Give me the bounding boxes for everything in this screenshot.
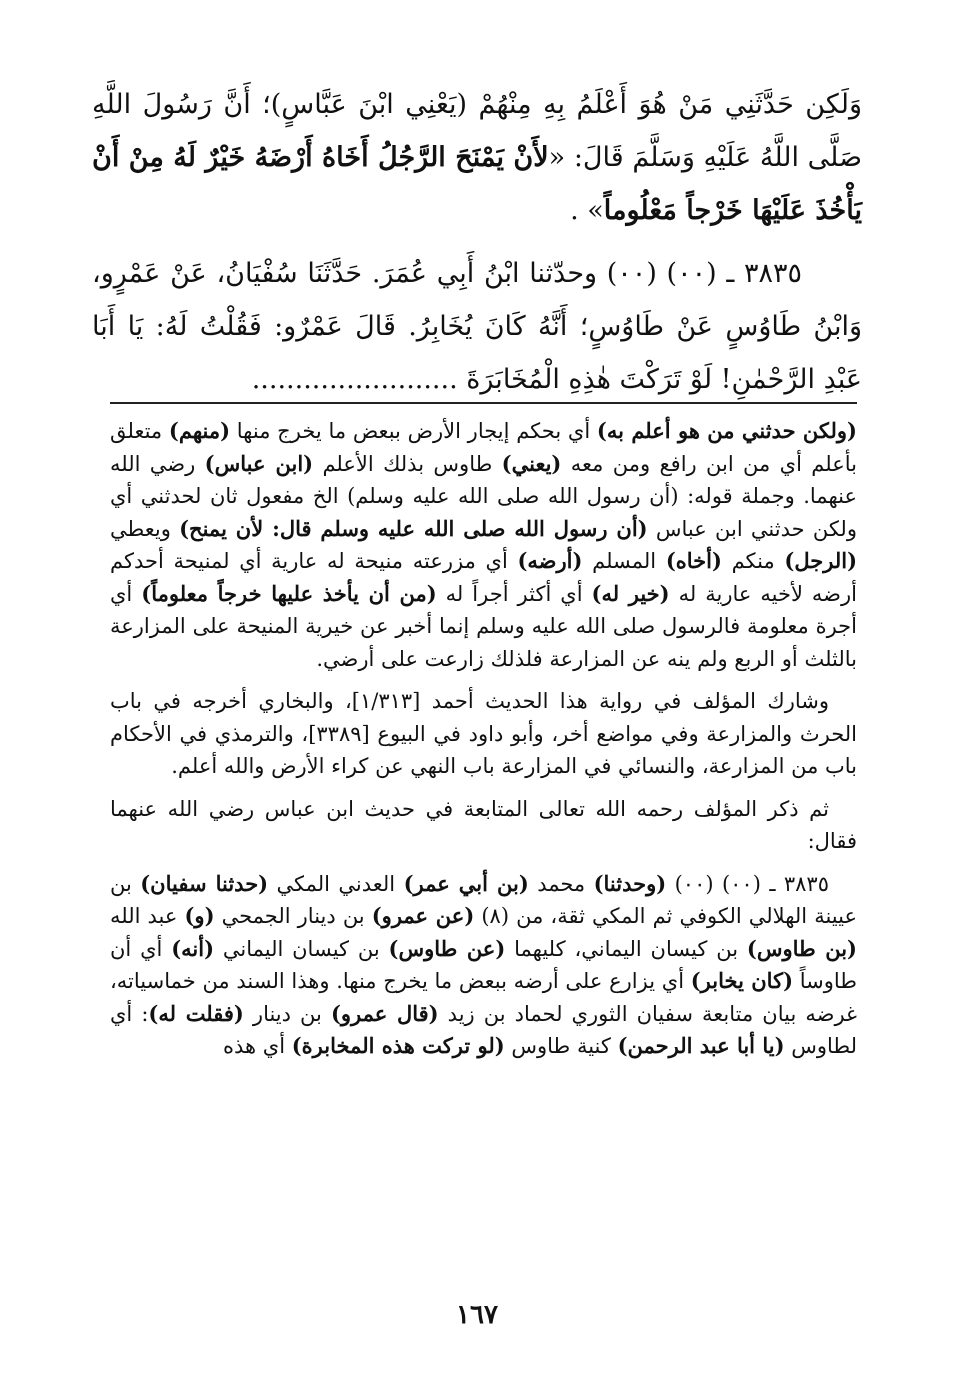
- commentary-text: محمد: [528, 871, 594, 896]
- commentary-block: [110, 415, 857, 1073]
- commentary-quoted-term: (قال عمرو): [330, 1000, 439, 1026]
- commentary-text: أي مزرعته منيحة له عارية أي لمنيحة أحدكم أرضه لأخيه عارية له: [110, 549, 857, 606]
- commentary-text: منكم: [721, 549, 785, 573]
- commentary-text: رضي الله عنهما. وجملة قوله: (أن رسول الله صلى الله عليه وسلم) الخ مفعول ثان لحدثني أي ولكن حدثني ابن عباس: [110, 451, 857, 541]
- hadith-closing-quote: » .: [570, 195, 604, 226]
- commentary-text: : أي لطاوس: [110, 1001, 857, 1058]
- commentary-text: ٣٨٣٥ ـ (٠٠) (٠٠): [666, 871, 829, 896]
- commentary-quoted-term: (أخاه): [665, 548, 722, 573]
- commentary-quoted-term: (يعني): [501, 450, 562, 476]
- commentary-text: المسلم: [582, 549, 666, 573]
- commentary-quoted-term: (يا أبا عبد الرحمن): [617, 1033, 785, 1058]
- commentary-text: كنية طاوس: [504, 1034, 618, 1058]
- commentary-quoted-term: (من أن يأخذ عليها خرجاً معلوماً): [141, 580, 437, 606]
- commentary-text: بن دينار: [243, 1001, 331, 1026]
- footnote-divider: [110, 402, 857, 404]
- commentary-quoted-term: (عن طاوس): [388, 935, 506, 961]
- commentary-quoted-term: (عن عمرو): [371, 903, 475, 928]
- commentary-paragraph-2: وشارك المؤلف في رواية هذا الحديث أحمد [١/٣١٣]، والبخاري أخرجه في باب الحرث والمزارعة وفي مواضع أخر، وأبو داود في البيوع [٣٣٨٩]، والترمذي في الأحكام باب من المزارعة، والنسائي في المزارعة باب النهي عن كراء الأرض والله أعلم.: [110, 689, 857, 778]
- commentary-paragraph-4: [110, 868, 857, 1063]
- commentary-text: أي يزارع على أرضه ببعض ما يخرج منها. وهذا السند من خماسياته، غرضه بيان متابعة سفيان الثوري لحماد بن زيد: [110, 969, 858, 1026]
- commentary-text: بن عيينة الهلالي الكوفي ثم المكي ثقة، من (٨): [110, 871, 857, 928]
- commentary-quoted-term: (منهم): [168, 418, 231, 443]
- hadith-text-block: [92, 78, 862, 406]
- commentary-text: طاوس بذلك الأعلم: [313, 451, 502, 476]
- commentary-paragraph-1: [110, 415, 857, 675]
- page-number: ١٦٧: [456, 1300, 498, 1330]
- commentary-quoted-term: (بن أبي عمر): [403, 870, 529, 896]
- hadith-narration-intro: وَلَكِن حَدَّثَنِي مَنْ هُوَ أَعْلَمُ بِهِ مِنْهُمْ (يَعْنِي ابْنَ عَبَّاسٍ)؛ أَنَّ رَسُولَ اللَّهِ صَلَّى اللَّهُ عَلَيْهِ وَسَلَّمَ قَالَ: «: [92, 89, 863, 173]
- commentary-text: متعلق بأعلم أي من ابن رافع ومن معه: [110, 419, 857, 476]
- commentary-text: أي بحكم إيجار الأرض ببعض ما يخرج منها: [230, 419, 597, 443]
- commentary-quoted-term: (حدثنا سفيان): [140, 870, 269, 896]
- commentary-text: أي هذه: [223, 1034, 292, 1058]
- commentary-text: العدني المكي: [268, 871, 404, 896]
- commentary-quoted-term: (الرجل): [784, 548, 857, 573]
- commentary-quoted-term: (أنه): [171, 935, 215, 961]
- hadith-prophetic-saying: لأَنْ يَمْنَحَ الرَّجُلُ أَخَاهُ أَرْضَهُ خَيْرٌ لَهُ مِنْ أَنْ يَأْخُذَ عَلَيْهَا خَرْجاً مَعْلُوماً: [92, 142, 862, 226]
- commentary-quoted-term: (لو تركت هذه المخابرة): [291, 1033, 505, 1058]
- commentary-text: بن دينار الجمحي: [214, 904, 372, 928]
- commentary-quoted-term: (بن طاوس): [746, 935, 857, 961]
- hadith-paragraph-1: [92, 78, 862, 237]
- commentary-text: أي أن طاوساً: [110, 936, 857, 993]
- commentary-text: عبد الله: [110, 904, 185, 928]
- commentary-quoted-term: (وحدثنا): [593, 870, 667, 896]
- commentary-quoted-term: (خير له): [591, 580, 670, 606]
- commentary-quoted-term: (ابن عباس): [204, 450, 314, 476]
- hadith-paragraph-2: ٣٨٣٥ ـ (٠٠) (٠٠) وحدّثنا ابْنُ أَبِي عُمَرَ. حَدَّثَنَا سُفْيَانُ، عَنْ عَمْرٍو، وَابْنُ طَاوُسٍ عَنْ طَاوُسٍ؛ أَنَّهُ كَانَ يُخَابِرُ. قَالَ عَمْرٌو: فَقُلْتُ لَهُ: يَا أَبَا عَبْدِ الرَّحْمٰنِ! لَوْ تَرَكْتَ هٰذِهِ الْمُخَابَرَةَ ........................: [92, 258, 862, 395]
- commentary-quoted-term: (ولكن حدثني من هو أعلم به): [596, 418, 857, 443]
- commentary-text: بن كيسان اليماني، كليهما: [505, 936, 747, 961]
- commentary-text: ويعطي: [110, 516, 180, 541]
- commentary-quoted-term: (أن رسول الله صلى الله عليه وسلم قال: لأن يمنح): [179, 515, 648, 541]
- commentary-paragraph-3: ثم ذكر المؤلف رحمه الله تعالى المتابعة في حديث ابن عباس رضي الله عنهما فقال:: [110, 796, 857, 853]
- commentary-quoted-term: (فقلت له): [148, 1000, 244, 1026]
- commentary-text: بن كيسان اليماني: [214, 936, 389, 961]
- commentary-quoted-term: (كان يخابر): [690, 968, 794, 993]
- commentary-quoted-term: (أرضه): [517, 548, 583, 573]
- commentary-text: أي أجرة معلومة فالرسول صلى الله عليه وسلم إنما أخبر عن خيرية المنيحة على المزارعة بالثلث أو الربع ولم ينه عن المزارعة فلذلك زارعت على أرضي.: [110, 581, 857, 671]
- commentary-text: أي أكثر أجراً له: [436, 581, 592, 606]
- commentary-quoted-term: (و): [184, 903, 215, 928]
